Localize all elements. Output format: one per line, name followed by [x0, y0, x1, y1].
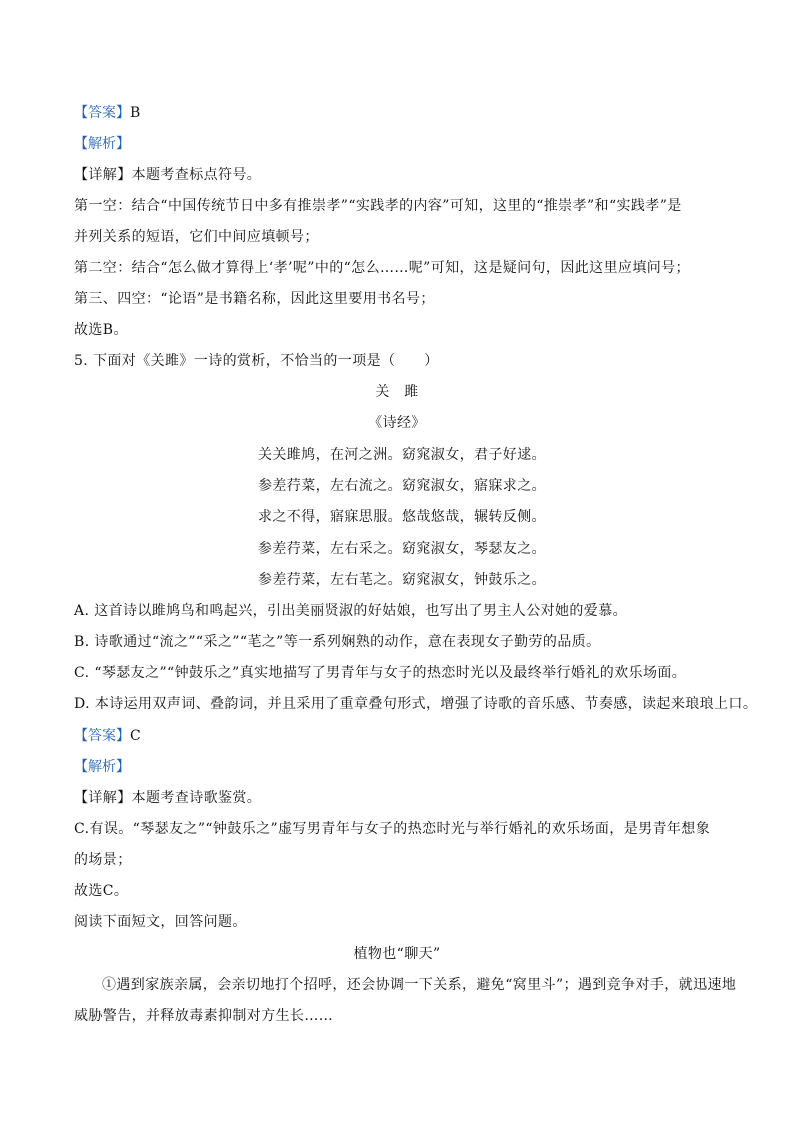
- poem-line: 参差荇菜，左右芼之。窈窕淑女，钟鼓乐之。: [258, 572, 546, 588]
- answer-tag: 【答案】: [74, 728, 130, 744]
- option-d: D. 本诗运用双声词、叠韵词，并且采用了重章叠句形式，增强了诗歌的音乐感、节奏感，读起来琅琅上口。: [74, 696, 758, 712]
- detail-text: 本题考查标点符号。: [131, 167, 262, 183]
- poem-source: 《诗经》: [368, 415, 426, 431]
- poem-line: 求之不得，寤寐思服。悠哉悠哉，辗转反侧。: [258, 509, 546, 525]
- detail-line: [74, 789, 261, 807]
- option-a: A. 这首诗以雎鸠鸟和鸣起兴，引出美丽贤淑的好姑娘，也写出了男主人公对她的爱慕。: [74, 603, 628, 619]
- detail-text: 本题考查诗歌鉴赏。: [131, 790, 262, 806]
- analysis-text-line: 的场景；: [74, 852, 132, 868]
- option-c: C. “琴瑟友之”“钟鼓乐之”真实地描写了男青年与女子的热恋时光以及最终举行婚礼的欢乐场面。: [74, 665, 687, 681]
- analysis-tag: 【解析】: [74, 759, 130, 775]
- analysis-text-line: 并列关系的短语，它们中间应填顿号；: [74, 229, 319, 245]
- answer-line: [74, 727, 141, 745]
- reading-instruction: 阅读下面短文，回答问题。: [74, 914, 247, 930]
- poem-title: 关 雎: [375, 384, 419, 400]
- detail-tag: 【详解】: [74, 790, 132, 806]
- poem-line: 参差荇菜，左右采之。窈窕淑女，琴瑟友之。: [258, 541, 546, 557]
- passage-paragraph-line: ①遇到家族亲属，会亲切地打个招呼，还会协调一下关系，避免“窝里斗”；遇到竞争对手，就迅速地: [102, 977, 737, 993]
- poem-line: 关关雎鸠，在河之洲。窈窕淑女，君子好逑。: [258, 447, 546, 463]
- conclusion-line: 故选C。: [74, 883, 129, 899]
- answer-value: C: [130, 728, 141, 744]
- analysis-text-line: 第二空：结合“怎么做才算得上‘孝’呢”中的“怎么……呢”可知，这是疑问句，因此这里应填问号；: [74, 260, 690, 276]
- analysis-text-line: 第三、四空：“论语”是书籍名称，因此这里要用书名号；: [74, 291, 435, 307]
- passage-title: 植物也“聊天”: [353, 946, 441, 962]
- answer-tag: 【答案】: [74, 105, 130, 121]
- answer-value: B: [130, 105, 141, 121]
- analysis-line: [74, 758, 130, 776]
- analysis-line: [74, 135, 130, 153]
- analysis-text-line: C.有误。“琴瑟友之”“钟鼓乐之”虚写男青年与女子的热恋时光与举行婚礼的欢乐场面，是男青年想象: [74, 821, 711, 837]
- passage-paragraph-line: 威胁警告，并释放毒素抑制对方生长……: [74, 1008, 334, 1024]
- option-b: B. 诗歌通过“流之”“采之”“芼之”等一系列娴熟的动作，意在表现女子勤劳的品质。: [74, 634, 601, 650]
- poem-line: 参差荇菜，左右流之。窈窕淑女，寤寐求之。: [258, 478, 546, 494]
- detail-tag: 【详解】: [74, 167, 132, 183]
- analysis-tag: 【解析】: [74, 136, 130, 152]
- question-5-stem: 5. 下面对《关雎》一诗的赏析，不恰当的一项是（ ）: [74, 353, 439, 369]
- answer-line: [74, 104, 140, 122]
- conclusion-line: 故选B。: [74, 322, 128, 338]
- detail-line: [74, 166, 261, 184]
- analysis-text-line: 第一空：结合“中国传统节日中多有推崇孝”“实践孝的内容”可知，这里的“推崇孝”和“实践孝”是: [74, 198, 682, 214]
